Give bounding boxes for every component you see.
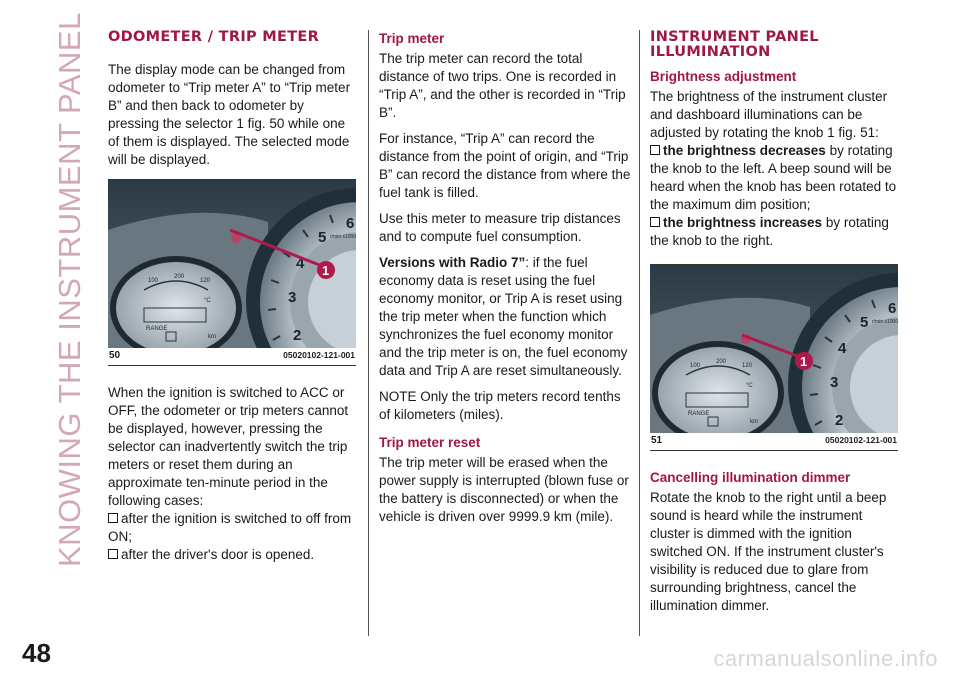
tach-unit: r/min x1000 <box>330 234 356 240</box>
callout-number: 1 <box>322 263 330 278</box>
unit-label: °C <box>204 298 211 304</box>
tach-label: 6 <box>888 300 897 317</box>
gauge-label: 200 <box>716 359 727 365</box>
unit-label: km <box>750 419 758 425</box>
figure-50 <box>108 179 356 366</box>
column-3 <box>650 30 900 623</box>
unit-label: °C <box>746 383 753 389</box>
tach-unit: r/min x1000 <box>872 319 898 325</box>
figure-caption <box>108 348 356 365</box>
bullet-item: the brightness decreases by rotating the knob to the left. A beep sound will be heard when the knob has been rotated to the maximum dim position; <box>650 143 897 212</box>
tach-label: 3 <box>288 289 297 306</box>
bullet-item: after the ignition is switched to off from ON; <box>108 511 352 544</box>
figure-caption <box>650 433 898 450</box>
instrument-cluster-image <box>650 265 898 433</box>
subheading: Trip meter reset <box>379 435 481 450</box>
paragraph: The trip meter can record the total distance of two trips. One is recorded in “Trip A”, and the other is recorded in “Trip B”. <box>379 51 626 120</box>
subheading: Brightness adjustment <box>650 69 797 84</box>
tach-label: 5 <box>860 314 869 331</box>
figure-number: 50 <box>109 350 121 361</box>
watermark: carmanualsonline.info <box>713 646 938 671</box>
figure-code: 05020102-121-001 <box>825 435 897 445</box>
sidebar-section-title: KNOWING THE INSTRUMENT PANEL <box>52 12 87 567</box>
callout-number: 1 <box>800 354 808 369</box>
paragraph: Rotate the knob to the right until a beep sound is heard while the instrument cluster is dimmed with the ignition switched ON. If the instrument cluster's visibility is reduced due to glare from surrounding brightness, cancel the illumination dimmer. <box>650 490 887 613</box>
paragraph: The trip meter will be erased when the power supply is interrupted (blown fuse or the battery is disconnected) or when the vehicle is driven over 9999.9 km (mile). <box>379 455 629 524</box>
figure-51 <box>650 264 898 451</box>
checkbox-bullet-icon <box>650 145 660 155</box>
column-2 <box>379 30 631 534</box>
tach-label: 4 <box>296 255 305 272</box>
bullet-item: the brightness increases by rotating the knob to the right. <box>650 215 889 248</box>
checkbox-bullet-icon <box>650 217 660 227</box>
paragraph: Versions with Radio 7”: if the fuel economy data is reset using the fuel economy monitor, or Trip A is reset using the trip meter when the function which synchronizes the fuel economy monitor and the trip meter is on, the fuel economy data and Trip A are reset simultaneously. <box>379 255 628 378</box>
paragraph: The brightness of the instrument cluster and dashboard illuminations can be adjusted by rotating the knob 1 fig. 51: <box>650 89 888 140</box>
tach-label: 5 <box>318 229 327 246</box>
paragraph: Use this meter to measure trip distances and to compute fuel consumption. <box>379 211 621 244</box>
subheading: Trip meter <box>379 31 445 46</box>
bullet-item: after the driver's door is opened. <box>108 546 358 564</box>
column-1 <box>108 30 358 564</box>
range-label: RANGE <box>688 411 710 417</box>
instrument-cluster-image <box>108 180 356 348</box>
unit-label: km <box>208 334 216 340</box>
checkbox-bullet-icon <box>108 549 118 559</box>
tach-label: 4 <box>838 340 847 357</box>
gauge-label: 120 <box>742 363 753 369</box>
paragraph: NOTE Only the trip meters record tenths of kilometers (miles). <box>379 389 621 422</box>
page-number: 48 <box>22 638 51 668</box>
subheading: Cancelling illumination dimmer <box>650 470 851 485</box>
tach-label: 2 <box>293 327 302 344</box>
gauge-label: 200 <box>174 274 185 280</box>
checkbox-bullet-icon <box>108 513 118 523</box>
gauge-label: 100 <box>690 363 701 369</box>
figure-number: 51 <box>651 435 663 446</box>
gauge-label: 100 <box>148 278 159 284</box>
tach-label: 2 <box>835 412 844 429</box>
tach-label: 3 <box>830 374 839 391</box>
column-divider <box>639 30 640 636</box>
section-heading: ODOMETER / TRIP METER <box>108 29 320 45</box>
paragraph: The display mode can be changed from odometer to “Trip meter A” to “Trip meter B” and then back to odometer by pressing the selector 1 fig. 50 while one of them is displayed. The selected mode will be displayed. <box>108 62 351 167</box>
paragraph: For instance, “Trip A” can record the distance from the point of origin, and “Trip B” can record the distance from where the fuel tank is filled. <box>379 131 631 200</box>
column-divider <box>368 30 369 636</box>
range-label: RANGE <box>146 326 168 332</box>
figure-code: 05020102-121-001 <box>283 350 355 360</box>
paragraph: When the ignition is switched to ACC or OFF, the odometer or trip meters cannot be displayed, however, pressing the selector can inadvertently switch the trip meters or reset them during an approximate ten-minute period in the following cases: <box>108 385 349 508</box>
gauge-label: 120 <box>200 278 211 284</box>
section-heading: INSTRUMENT PANEL ILLUMINATION <box>650 29 819 60</box>
tach-label: 6 <box>346 215 355 232</box>
